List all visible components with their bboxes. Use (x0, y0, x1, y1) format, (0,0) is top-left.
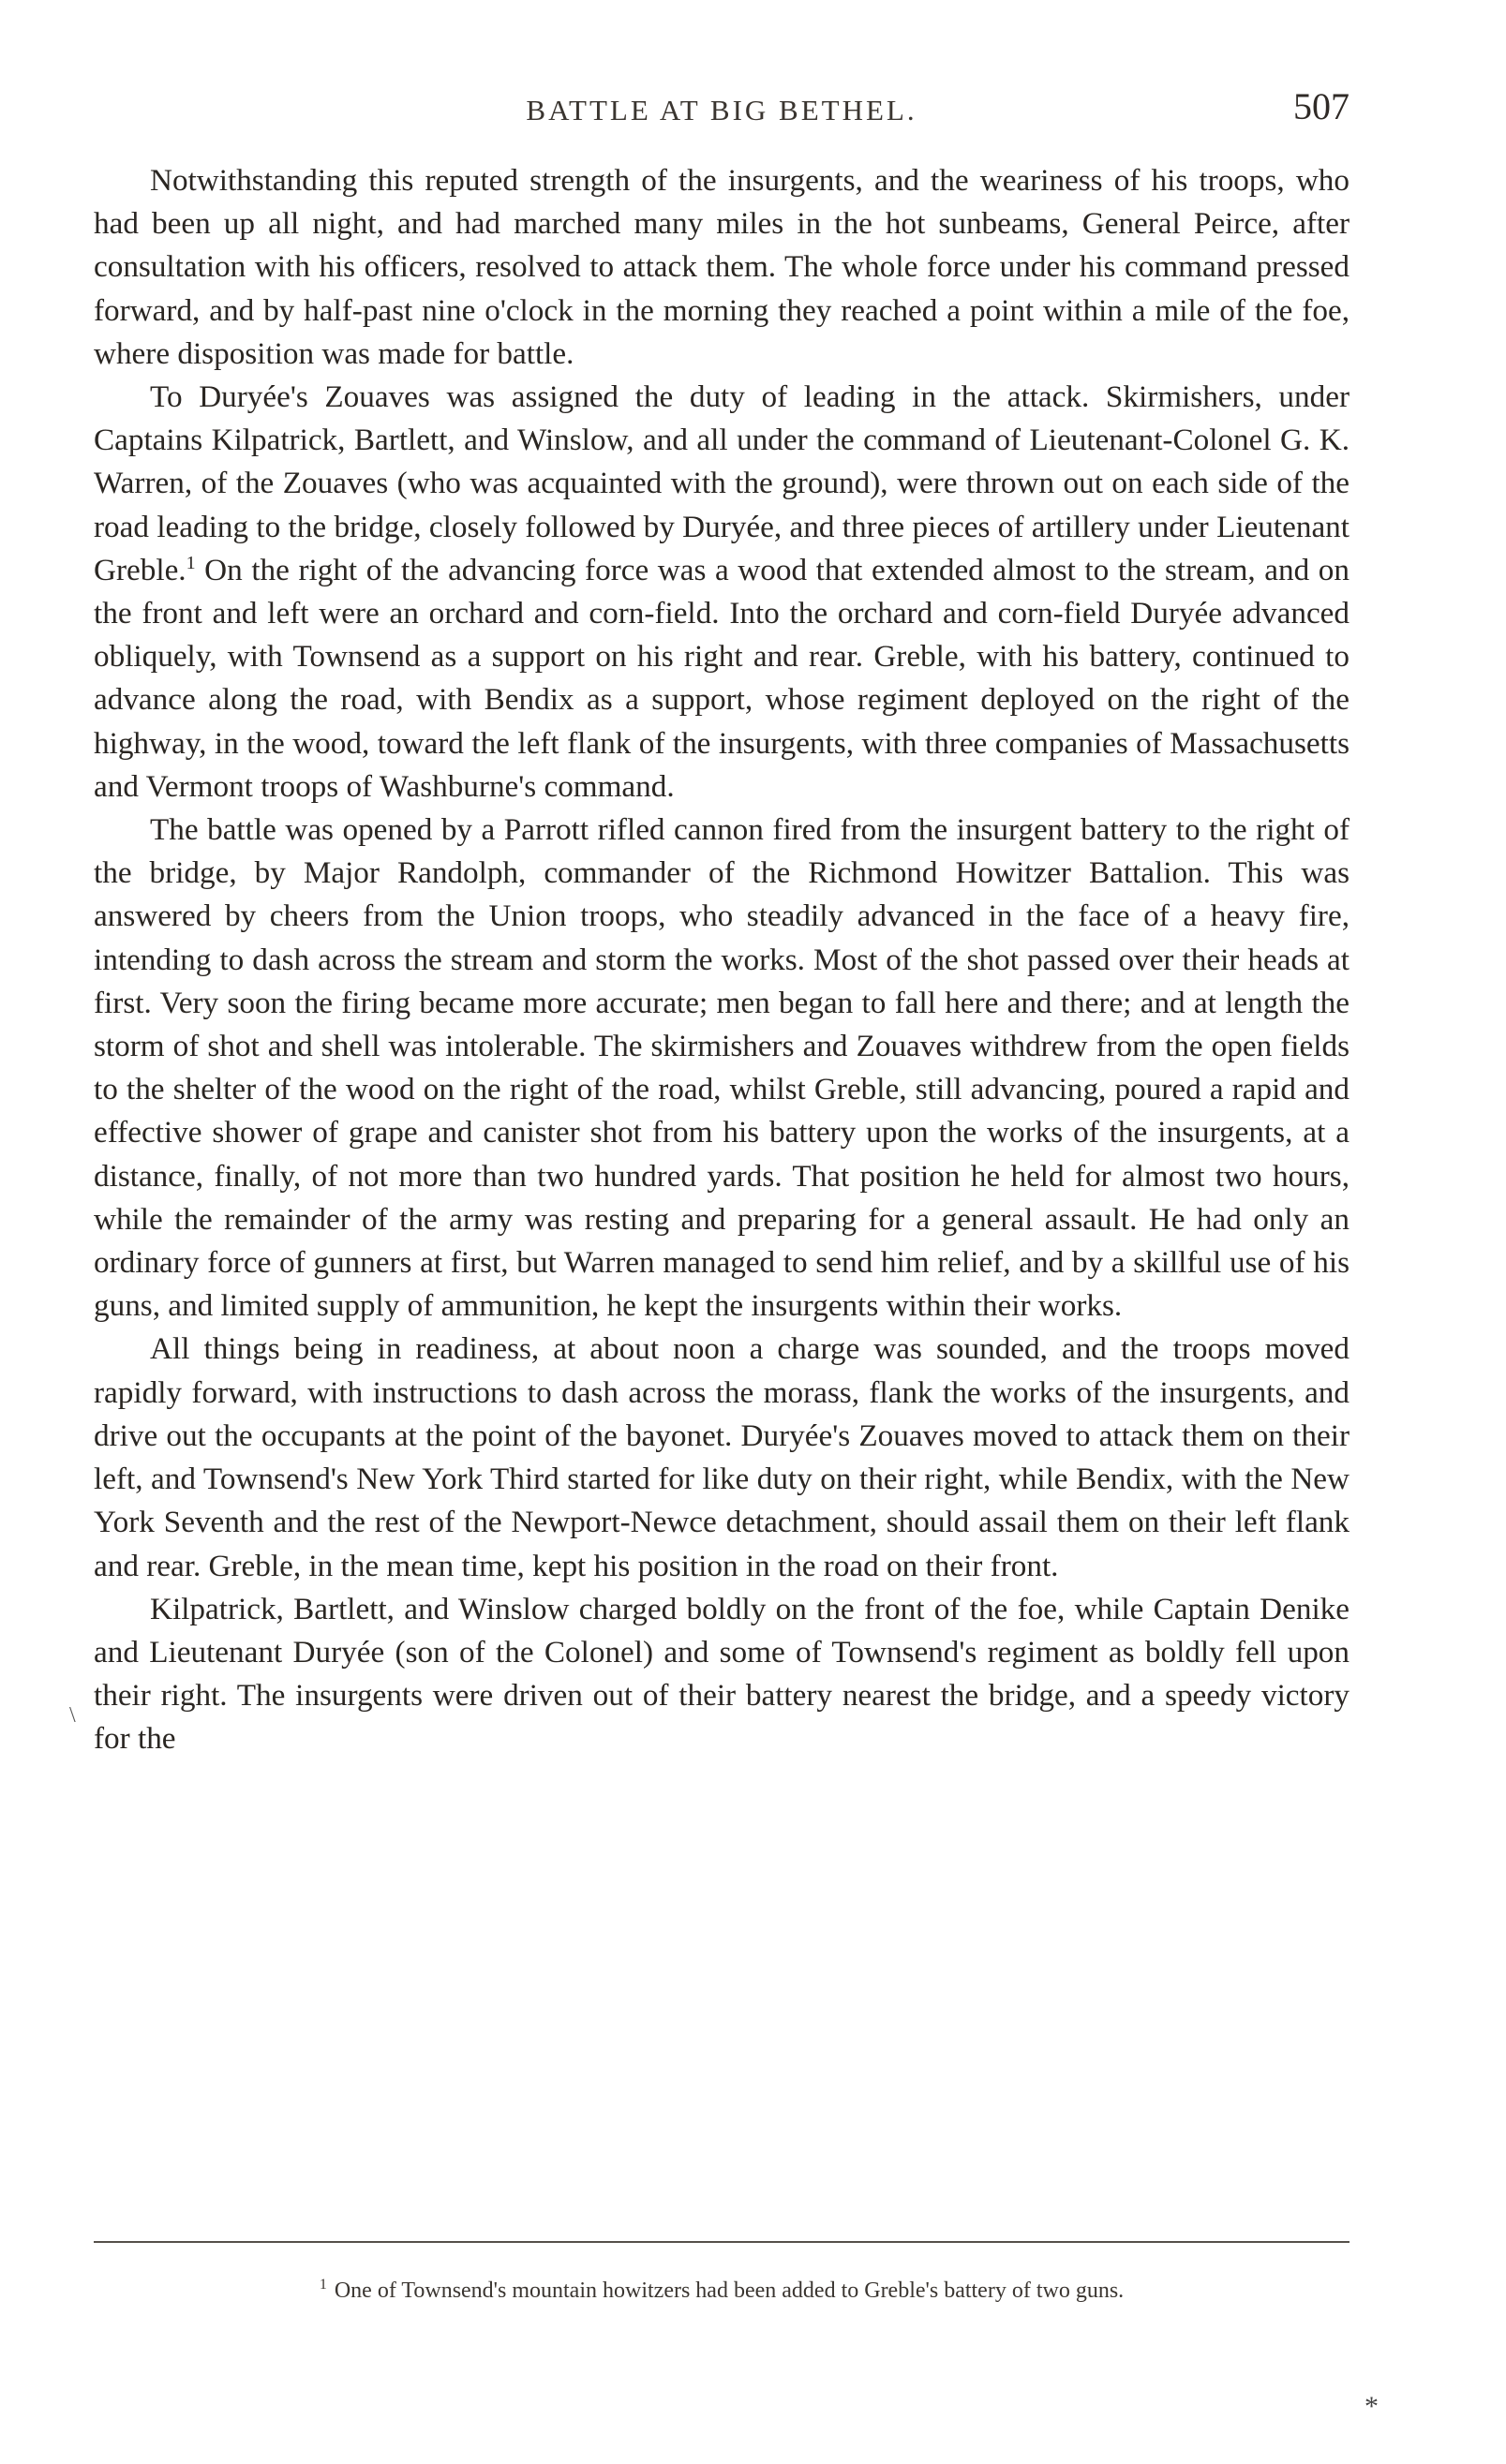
footnote-divider (94, 2241, 1349, 2243)
page-header (94, 84, 1349, 141)
paragraph-5: Kilpatrick, Bartlett, and Winslow charged boldly on the front of the foe, while Captain Denike and Lieutenant Duryée (son of the Colonel) and some of Townsend's regiment as boldly fell upon their right. The insurgents were driven out of their battery nearest the bridge, and a speedy victory for the (94, 1591, 1349, 1757)
paragraph-1: Notwithstanding this reputed strength of the insurgents, and the weariness of his troops, who had been up all night, and had marched many miles in the hot sunbeams, General Peirce, after consultation with his officers, resolved to attack them. The whole force under his command pressed forward, and by half-past nine o'clock in the morning they reached a point within a mile of the foe, where disposition was made for battle. (94, 163, 1349, 371)
paragraph-2-text-b: On the right of the advancing force was a wood that extended almost to the stream, and on the front and left were an orchard and corn-field. Into the orchard and corn-field Duryée advanced obliquely, with Townsend as a support on his right and rear. Greble, with his battery, continued to advance along the road, with Bendix as a support, whose regiment deployed on the right of the highway, in the wood, toward the left flank of the insurgents, with three companies of Massachusetts and Vermont troops of Washburne's command. (94, 552, 1349, 804)
body-text (94, 159, 1349, 1761)
signature-mark: * (1364, 2391, 1379, 2422)
running-title: BATTLE AT BIG BETHEL. (526, 94, 917, 126)
footnote-reference-mark: 1 (186, 552, 196, 573)
paragraph-2 (94, 376, 1349, 809)
paragraph-2-text-a: To Duryée's Zouaves was assigned the duty of leading in the attack. Skirmishers, under Captains Kilpatrick, Bartlett, and Winslow, and all under the command of Lieutenant-Colonel G. K. Warren, of the Zouaves (who was acquainted with the ground), were thrown out on each side of the road leading to the bridge, closely followed by Duryée, and three pieces of artillery under Lieutenant Greble. (94, 379, 1349, 587)
page-number: 507 (1293, 85, 1349, 127)
footnote-text: One of Townsend's mountain howitzers had been added to Greble's battery of two guns. (334, 2278, 1125, 2303)
paragraph-4: All things being in readiness, at about noon a charge was sounded, and the troops moved rapidly forward, with instructions to dash across the morass, flank the works of the insurgents, and drive out the occupants at the point of the bayonet. Duryée's Zouaves moved to attack them on their left, and Townsend's New York Third started for like duty on their right, while Bendix, with the New York Seventh and the rest of the Newport-Newce detachment, should assail them on their left flank and rear. Greble, in the mean time, kept his position in the road on their front. (94, 1331, 1349, 1583)
footnote-mark: 1 (319, 2277, 327, 2293)
paragraph-3: The battle was opened by a Parrott rifled cannon fired from the insurgent battery to the right of the bridge, by Major Randolph, commander of the Richmond Howitzer Battalion. This was answered by cheers from the Union troops, who steadily advanced in the face of a heavy fire, intending to dash across the stream and storm the works. Most of the shot passed over their heads at first. Very soon the firing became more accurate; men began to fall here and there; and at length the storm of shot and shell was intolerable. The skirmishers and Zouaves withdrew from the open fields to the shelter of the wood on the right of the road, whilst Greble, still advancing, poured a rapid and effective shower of grape and canister shot from his battery upon the works of the insurgents, at a distance, finally, of not more than two hundred yards. That position he held for almost two hours, while the remainder of the army was resting and preparing for a general assault. He had only an ordinary force of gunners at first, but Warren managed to send him relief, and by a skillful use of his guns, and limited supply of ammunition, he kept the insurgents within their works. (94, 812, 1349, 1324)
footnote (94, 2271, 1349, 2305)
margin-stray-mark: \ (69, 1703, 76, 1728)
